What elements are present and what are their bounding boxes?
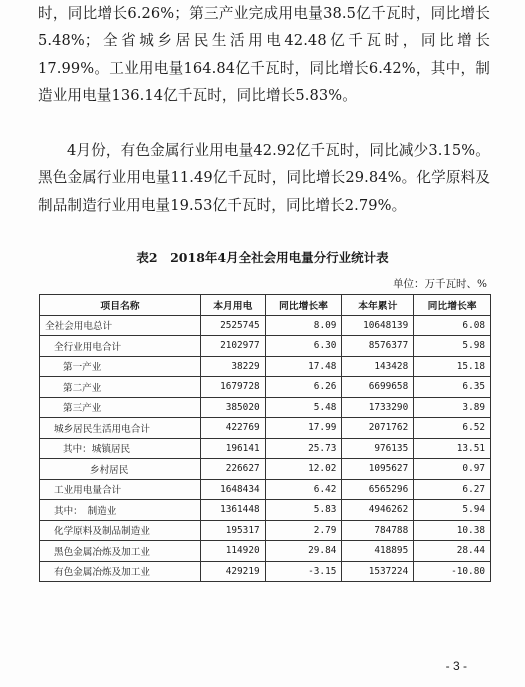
header-month-growth: 同比增长率 [265, 295, 342, 316]
cell-ytd-usage: 1537224 [342, 561, 414, 582]
cell-ytd-growth: 10.38 [414, 520, 491, 541]
cell-item-name: 工业用电量合计 [40, 479, 201, 500]
cell-month-usage: 226627 [201, 459, 266, 480]
cell-ytd-growth: 6.35 [414, 377, 491, 398]
cell-month-usage: 1679728 [201, 377, 266, 398]
cell-month-growth: 8.09 [265, 315, 342, 336]
table-row [40, 500, 491, 521]
header-ytd-growth: 同比增长率 [414, 295, 491, 316]
cell-month-usage: 429219 [201, 561, 266, 582]
cell-item-name: 城乡居民生活用电合计 [40, 418, 201, 439]
cell-ytd-growth: 5.94 [414, 500, 491, 521]
table-row [40, 377, 491, 398]
table-row [40, 336, 491, 357]
cell-ytd-growth: 5.98 [414, 336, 491, 357]
cell-month-usage: 2525745 [201, 315, 266, 336]
cell-item-name: 化学原料及制品制造业 [40, 520, 201, 541]
cell-item-name: 全行业用电合计 [40, 336, 201, 357]
cell-ytd-usage: 2071762 [342, 418, 414, 439]
table-row [40, 479, 491, 500]
cell-month-usage: 422769 [201, 418, 266, 439]
cell-month-usage: 1648434 [201, 479, 266, 500]
cell-ytd-growth: 6.52 [414, 418, 491, 439]
cell-item-name: 有色金属冶炼及加工业 [40, 561, 201, 582]
cell-month-growth: 6.42 [265, 479, 342, 500]
table-row [40, 459, 491, 480]
cell-item-name: 全社会用电总计 [40, 315, 201, 336]
cell-ytd-usage: 784788 [342, 520, 414, 541]
cell-month-usage: 2102977 [201, 336, 266, 357]
cell-ytd-usage: 10648139 [342, 315, 414, 336]
table-row [40, 397, 491, 418]
table-row [40, 438, 491, 459]
cell-ytd-growth: -10.80 [414, 561, 491, 582]
cell-ytd-usage: 6565296 [342, 479, 414, 500]
cell-month-usage: 196141 [201, 438, 266, 459]
cell-month-growth: 25.73 [265, 438, 342, 459]
cell-ytd-growth: 15.18 [414, 356, 491, 377]
cell-item-name: 乡村居民 [40, 459, 201, 480]
table-row [40, 561, 491, 582]
cell-ytd-usage: 1095627 [342, 459, 414, 480]
cell-ytd-growth: 0.97 [414, 459, 491, 480]
cell-month-growth: 12.02 [265, 459, 342, 480]
cell-ytd-usage: 4946262 [342, 500, 414, 521]
cell-ytd-growth: 6.27 [414, 479, 491, 500]
electricity-usage-table [39, 294, 491, 582]
cell-item-name: 第三产业 [40, 397, 201, 418]
cell-item-name: 其中： 制造业 [40, 500, 201, 521]
cell-month-growth: 5.83 [265, 500, 342, 521]
cell-ytd-usage: 8576377 [342, 336, 414, 357]
cell-month-usage: 195317 [201, 520, 266, 541]
cell-ytd-usage: 6699658 [342, 377, 414, 398]
body-paragraph-2: 4月份，有色金属行业用电量42.92亿千瓦时，同比减少3.15%。黑色金属行业用电量11.49亿千瓦时，同比增长29.84%。化学原料及制品制造行业用电量19.53亿千瓦时，同比增长2.79%。 [38, 142, 490, 214]
cell-ytd-usage: 1733290 [342, 397, 414, 418]
cell-month-growth: 17.48 [265, 356, 342, 377]
table-row [40, 520, 491, 541]
table-row [40, 541, 491, 562]
cell-month-growth: 17.99 [265, 418, 342, 439]
header-item-name: 项目名称 [40, 295, 201, 316]
cell-ytd-usage: 418895 [342, 541, 414, 562]
cell-ytd-growth: 6.08 [414, 315, 491, 336]
cell-item-name: 第二产业 [40, 377, 201, 398]
table-row [40, 356, 491, 377]
cell-month-usage: 114920 [201, 541, 266, 562]
table-row [40, 315, 491, 336]
cell-month-usage: 1361448 [201, 500, 266, 521]
cell-ytd-usage: 976135 [342, 438, 414, 459]
cell-item-name: 其中：城镇居民 [40, 438, 201, 459]
cell-month-usage: 385020 [201, 397, 266, 418]
table-header-row [40, 295, 491, 316]
cell-ytd-growth: 3.89 [414, 397, 491, 418]
table-caption: 表2 2018年4月全社会用电量分行业统计表 [136, 250, 389, 265]
header-month-usage: 本月用电 [201, 295, 266, 316]
cell-ytd-growth: 13.51 [414, 438, 491, 459]
cell-month-growth: 6.26 [265, 377, 342, 398]
cell-month-growth: 5.48 [265, 397, 342, 418]
cell-month-growth: -3.15 [265, 561, 342, 582]
header-ytd-usage: 本年累计 [342, 295, 414, 316]
cell-month-growth: 2.79 [265, 520, 342, 541]
cell-item-name: 第一产业 [40, 356, 201, 377]
cell-month-growth: 29.84 [265, 541, 342, 562]
cell-month-growth: 6.30 [265, 336, 342, 357]
page-number: - 3 - [445, 659, 467, 673]
table-unit-note: 单位：万千瓦时、% [393, 278, 487, 290]
body-paragraph-1: 时，同比增长6.26%；第三产业完成用电量38.5亿千瓦时，同比增长5.48%；全省城乡居民生活用电42.48亿千瓦时，同比增长17.99%。工业用电量164.84亿千瓦时，同比增长6.42%，其中，制造业用电量136.14亿千瓦时，同比增长5.83%。 [38, 5, 490, 105]
cell-ytd-usage: 143428 [342, 356, 414, 377]
cell-ytd-growth: 28.44 [414, 541, 491, 562]
cell-item-name: 黑色金属冶炼及加工业 [40, 541, 201, 562]
table-body [40, 315, 491, 582]
cell-month-usage: 38229 [201, 356, 266, 377]
table-row [40, 418, 491, 439]
